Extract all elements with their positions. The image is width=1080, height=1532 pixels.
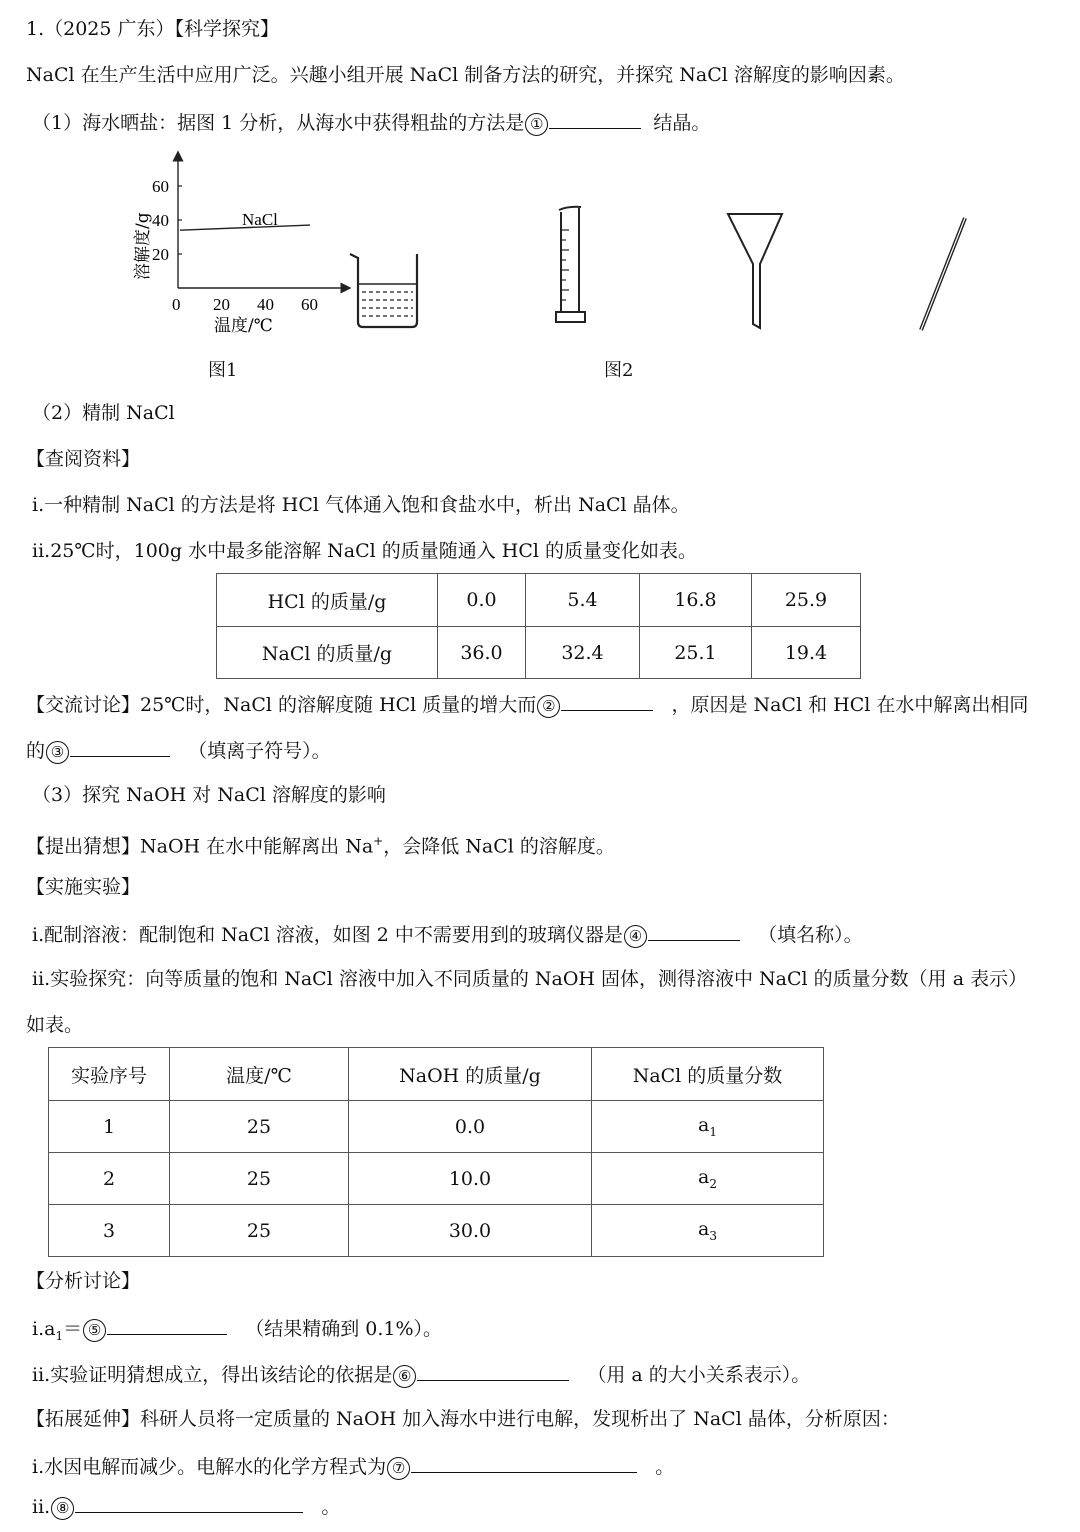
table-header: 实验序号 xyxy=(49,1048,170,1101)
table-cell: 1 xyxy=(49,1101,170,1153)
hypothesis-superscript: + xyxy=(373,834,384,848)
reference-heading: 【查阅资料】 xyxy=(26,448,141,470)
figure1-chart xyxy=(128,148,358,348)
y-tick-label: 40 xyxy=(152,211,169,230)
x-tick-label: 20 xyxy=(213,295,230,314)
table-header: 温度/℃ xyxy=(170,1048,349,1101)
discussion2-after: （填离子符号）。 xyxy=(188,740,331,762)
table-cell: 25 xyxy=(170,1101,349,1153)
answer-blank-5[interactable] xyxy=(107,1314,227,1335)
table-cell: 5.4 xyxy=(526,574,640,627)
answer-blank-4[interactable] xyxy=(648,920,740,941)
table-cell: 0.0 xyxy=(438,574,526,627)
curve-label: NaCl xyxy=(242,210,278,229)
table-cell xyxy=(592,1153,824,1205)
part3-title: （3）探究 NaOH 对 NaCl 溶解度的影响 xyxy=(32,784,386,806)
answer-blank-7[interactable] xyxy=(411,1452,637,1473)
a-subscript: 3 xyxy=(709,1228,717,1243)
table-cell: 25.1 xyxy=(640,627,752,679)
answer-blank-6[interactable] xyxy=(417,1360,569,1381)
a-subscript: 2 xyxy=(709,1176,717,1191)
analysis1-eq: ＝ xyxy=(63,1318,83,1340)
analysis2-after: （用 a 的大小关系表示）。 xyxy=(587,1364,811,1386)
discussion-text xyxy=(26,690,1028,718)
part1-text xyxy=(32,108,710,136)
experiment-2: ⅱ.实验探究：向等质量的饱和 NaCl 溶液中加入不同质量的 NaOH 固体，测得溶液中 NaCl 的质量分数（用 a 表示） xyxy=(32,968,1028,990)
circle-1: ① xyxy=(525,113,548,136)
table-cell: 10.0 xyxy=(349,1153,592,1205)
extension-1 xyxy=(32,1452,674,1480)
table-cell: 25.9 xyxy=(752,574,861,627)
analysis1-sub: 1 xyxy=(55,1328,64,1343)
analysis-1 xyxy=(32,1314,442,1349)
figure2-caption: 图2 xyxy=(604,360,634,381)
table-header: NaOH 的质量/g xyxy=(349,1048,592,1101)
x-tick-label: 60 xyxy=(301,295,318,314)
naoh-experiment-table xyxy=(48,1047,824,1257)
circle-8: ⑧ xyxy=(51,1497,74,1520)
table-cell: 25 xyxy=(170,1153,349,1205)
a-subscript: 1 xyxy=(709,1124,717,1139)
discussion-text-2 xyxy=(26,736,331,764)
discussion2-before: 的 xyxy=(26,740,46,762)
y-tick-label: 60 xyxy=(152,177,169,196)
hypothesis-a: NaOH 在水中能解离出 Na xyxy=(140,835,374,858)
table-cell: 32.4 xyxy=(526,627,640,679)
table-cell: 16.8 xyxy=(640,574,752,627)
a-symbol: a xyxy=(698,1218,710,1241)
extension2-after: 。 xyxy=(321,1496,341,1518)
a-symbol: a xyxy=(698,1166,710,1189)
table-cell xyxy=(592,1101,824,1153)
table-header-row xyxy=(49,1048,824,1101)
extension2-before: ⅱ. xyxy=(32,1496,51,1518)
table-header: NaCl 的质量分数 xyxy=(592,1048,824,1101)
info-2: ⅱ.25℃时，100g 水中最多能溶解 NaCl 的质量随通入 HCl 的质量变化如表。 xyxy=(32,540,698,562)
circle-3: ③ xyxy=(46,741,69,764)
x-axis-label: 温度/℃ xyxy=(214,316,273,336)
part2-title: （2）精制 NaCl xyxy=(32,402,175,424)
hypothesis-b: ，会降低 NaCl 的溶解度。 xyxy=(383,835,615,858)
extension-2 xyxy=(32,1492,340,1520)
figure2-glassware xyxy=(340,200,980,340)
table-cell: 0.0 xyxy=(349,1101,592,1153)
experiment-1 xyxy=(32,920,863,948)
table-cell: 19.4 xyxy=(752,627,861,679)
table-row xyxy=(49,1101,824,1153)
analysis1-after: （结果精确到 0.1%）。 xyxy=(245,1318,443,1340)
answer-blank-3[interactable] xyxy=(70,736,170,757)
funnel-icon xyxy=(728,214,782,328)
circle-2: ② xyxy=(537,695,560,718)
analysis2-before: ⅱ.实验证明猜想成立，得出该结论的依据是 xyxy=(32,1364,393,1386)
circle-5: ⑤ xyxy=(83,1319,106,1342)
table-row xyxy=(49,1153,824,1205)
a-symbol: a xyxy=(698,1114,710,1137)
extension1-before: ⅰ.水因电解而减少。电解水的化学方程式为 xyxy=(32,1456,387,1478)
table-cell xyxy=(592,1205,824,1257)
experiment1-before: ⅰ.配制溶液：配制饱和 NaCl 溶液，如图 2 中不需要用到的玻璃仪器是 xyxy=(32,924,623,946)
discussion-after: ，原因是 NaCl 和 HCl 在水中解离出相同 xyxy=(671,694,1029,716)
table-cell: 30.0 xyxy=(349,1205,592,1257)
discussion-before: 【交流讨论】25℃时，NaCl 的溶解度随 HCl 质量的增大而 xyxy=(26,694,537,716)
part1-after: 结晶。 xyxy=(653,112,711,134)
hypothesis-tag: 【提出猜想】 xyxy=(26,835,141,858)
table-cell: 2 xyxy=(49,1153,170,1205)
x-tick-label: 40 xyxy=(257,295,274,314)
extension1-after: 。 xyxy=(655,1456,675,1478)
table-cell: 3 xyxy=(49,1205,170,1257)
answer-blank-2[interactable] xyxy=(561,690,653,711)
figure1-caption: 图1 xyxy=(208,360,238,381)
extension-text: 【拓展延伸】科研人员将一定质量的 NaOH 加入海水中进行电解，发现析出了 NaCl 晶体，分析原因： xyxy=(26,1408,900,1430)
hcl-nacl-table xyxy=(216,573,861,679)
experiment1-after: （填名称）。 xyxy=(758,924,863,946)
circle-6: ⑥ xyxy=(393,1365,416,1388)
table-row xyxy=(217,574,861,627)
beaker-icon xyxy=(350,254,417,327)
x-tick-label: 0 xyxy=(172,295,181,314)
circle-7: ⑦ xyxy=(387,1457,410,1480)
graduated-cylinder-icon xyxy=(556,207,585,322)
answer-blank-1[interactable] xyxy=(549,108,641,129)
analysis-heading: 【分析讨论】 xyxy=(26,1270,141,1292)
hypothesis-text xyxy=(26,828,615,859)
glass-rod-icon xyxy=(921,218,965,330)
circle-4: ④ xyxy=(624,925,647,948)
intro-text: NaCl 在生产生活中应用广泛。兴趣小组开展 NaCl 制备方法的研究，并探究 NaCl 溶解度的影响因素。 xyxy=(26,64,905,86)
analysis1-a: ⅰ.a xyxy=(32,1318,56,1340)
table-cell: 25 xyxy=(170,1205,349,1257)
experiment-2-cont: 如表。 xyxy=(26,1014,84,1036)
table-row xyxy=(49,1205,824,1257)
info-1: ⅰ.一种精制 NaCl 的方法是将 HCl 气体通入饱和食盐水中，析出 NaCl 晶体。 xyxy=(32,494,690,516)
y-axis-label: 溶解度/g xyxy=(133,212,153,280)
table-cell: NaCl 的质量/g xyxy=(217,627,438,679)
table-cell: 36.0 xyxy=(438,627,526,679)
part1-before: （1）海水晒盐：据图 1 分析，从海水中获得粗盐的方法是 xyxy=(32,112,525,134)
table-row xyxy=(217,627,861,679)
experiment-heading: 【实施实验】 xyxy=(26,876,141,898)
table-cell: HCl 的质量/g xyxy=(217,574,438,627)
y-tick-label: 20 xyxy=(152,245,169,264)
answer-blank-8[interactable] xyxy=(75,1492,303,1513)
analysis-2 xyxy=(32,1360,810,1388)
question-header: 1.（2025 广东）【科学探究】 xyxy=(26,18,280,40)
